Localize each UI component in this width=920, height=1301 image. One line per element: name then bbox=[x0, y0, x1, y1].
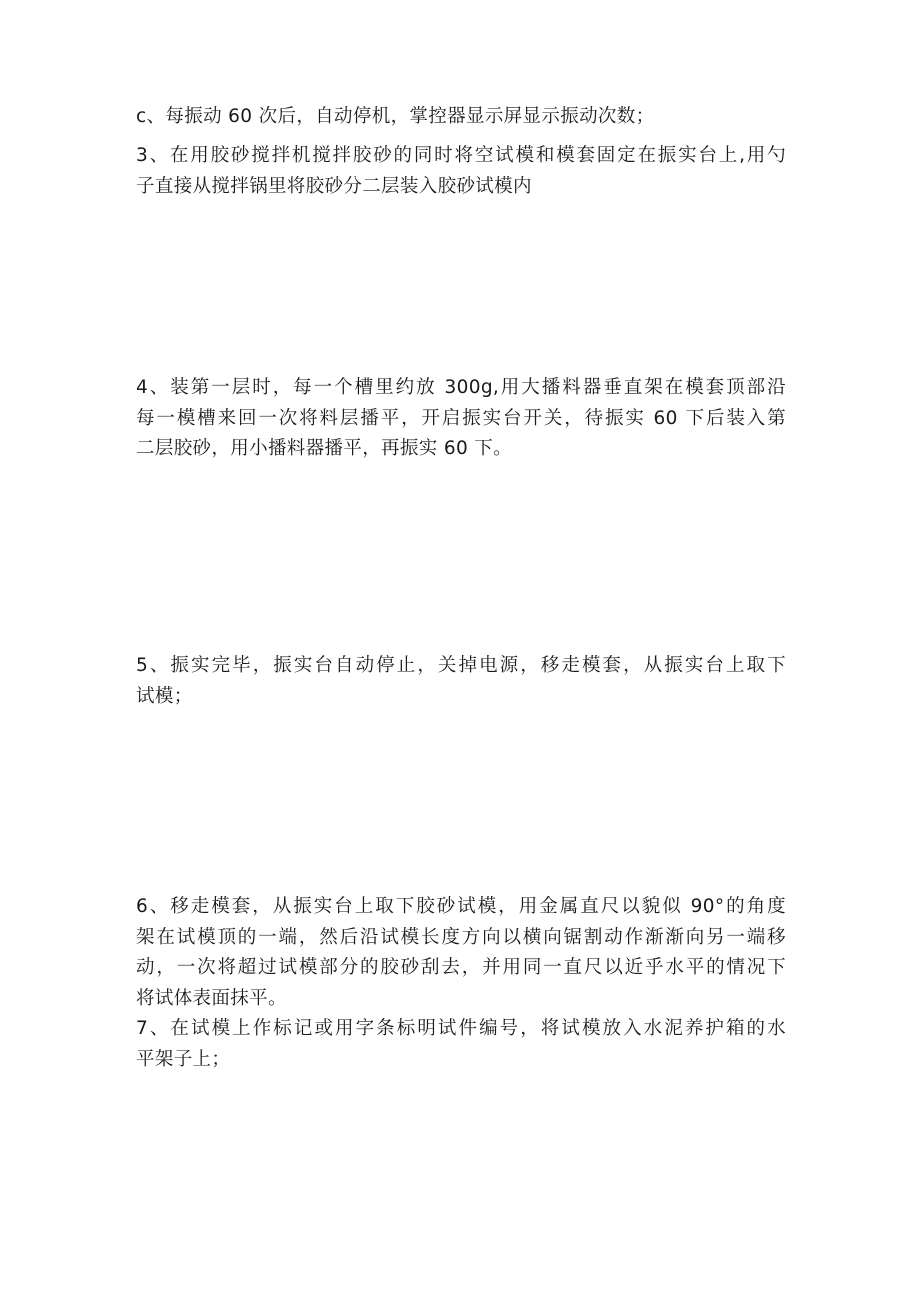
text-line: 动，一次将超过试模部分的胶砂刮去，并用同一直尺以近乎水平的情况下 bbox=[136, 957, 786, 978]
text-line: 二层胶砂，用小播料器播平，再振实 60 下。 bbox=[136, 438, 513, 459]
paragraph-step-c bbox=[136, 102, 786, 133]
text-line: 6、移走模套，从振实台上取下胶砂试模，用金属直尺以貌似 90°的角度 bbox=[136, 896, 786, 917]
text-line: 平架子上； bbox=[136, 1048, 231, 1070]
text-line: 3、在用胶砂搅拌机搅拌胶砂的同时将空试模和模套固定在振实台上,用勺 bbox=[136, 145, 786, 166]
paragraph-step-6 bbox=[136, 892, 786, 1014]
text-line: 7、在试模上作标记或用字条标明试件编号，将试模放入水泥养护箱的水 bbox=[136, 1018, 786, 1039]
paragraph-step-5 bbox=[136, 651, 786, 712]
text-line: 将试体表面抹平。 bbox=[136, 987, 287, 1009]
text-line: 每一模槽来回一次将料层播平，开启振实台开关，待振实 60 下后装入第 bbox=[136, 407, 786, 429]
text-line: 子直接从搅拌锅里将胶砂分二层装入胶砂试模内 bbox=[136, 175, 532, 197]
paragraph-step-4 bbox=[136, 373, 786, 465]
paragraph-step-3 bbox=[136, 141, 786, 202]
text-line: 4、装第一层时，每一个槽里约放 300g,用大播料器垂直架在模套顶部沿 bbox=[136, 377, 786, 398]
text-line: 试模； bbox=[136, 685, 193, 707]
text-line: 5、振实完毕，振实台自动停止，关掉电源，移走模套，从振实台上取下 bbox=[136, 655, 786, 676]
paragraph-step-7 bbox=[136, 1014, 786, 1075]
text-line: c、每振动 60 次后，自动停机，掌控器显示屏显示振动次数； bbox=[136, 106, 655, 127]
text-line: 架在试模顶的一端，然后沿试模长度方向以横向锯割动作渐渐向另一端移 bbox=[136, 926, 786, 948]
